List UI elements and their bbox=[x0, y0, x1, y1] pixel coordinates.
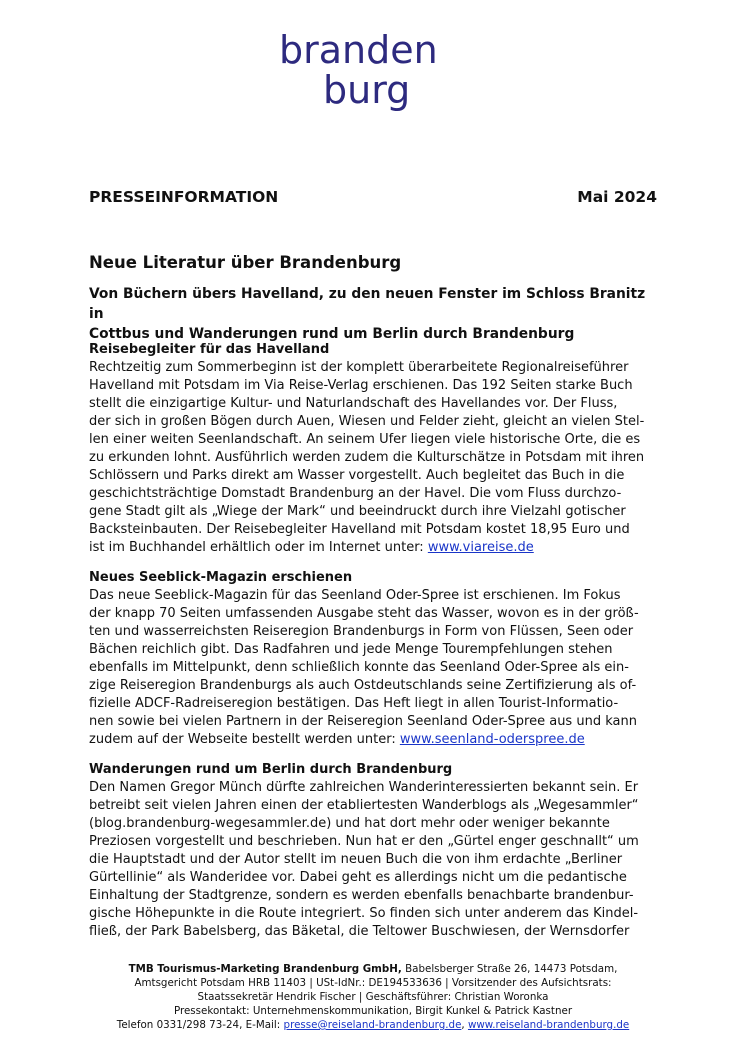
body-line: gische Höhepunkte in die Route integriert. So finden sich unter anderem das Kindel- bbox=[89, 906, 639, 921]
section-title: Neues Seeblick-Magazin erschienen bbox=[89, 570, 353, 585]
section-body bbox=[89, 359, 659, 557]
body-line: Den Namen Gregor Münch dürfte zahlreichen Wanderinteressierten bekannt sein. Er bbox=[89, 780, 639, 795]
body-line: Rechtzeitig zum Sommerbeginn ist der komplett überarbeitete Regionalreiseführer bbox=[89, 360, 629, 375]
section-title: Reisebegleiter für das Havelland bbox=[89, 342, 330, 357]
section-body bbox=[89, 779, 659, 941]
body-line: fließ, der Park Babelsberg, das Bäketal, die Teltower Buschwiesen, der Wernsdorfer bbox=[89, 924, 630, 939]
section-body bbox=[89, 587, 659, 749]
body-line: der knapp 70 Seiten umfassenden Ausgabe steht das Wasser, wovon es in der größ- bbox=[89, 606, 639, 621]
body-line: ten und wasserreichsten Reiseregion Brandenburgs in Form von Flüssen, Seen oder bbox=[89, 624, 634, 639]
body-line: (blog.brandenburg-wegesammler.de) und hat dort mehr oder weniger bekannte bbox=[89, 816, 610, 831]
body-line-text: ist im Buchhandel erhältlich oder im Internet unter: bbox=[89, 540, 428, 555]
body-line: Gürtellinie“ als Wanderidee vor. Dabei geht es allerdings nicht um die pedantische bbox=[89, 870, 627, 885]
body-line: ebenfalls im Mittelpunkt, denn schließlich konnte das Seenland Oder-Spree als ein- bbox=[89, 660, 629, 675]
body-line: die Hauptstadt und der Autor stellt im neuen Buch die von ihm erdachte „Berliner bbox=[89, 852, 623, 867]
page-subtitle bbox=[89, 284, 659, 344]
body-line: Schlössern und Parks direkt am Wasser vorgestellt. Auch begleitet das Buch in die bbox=[89, 468, 625, 483]
body-line-last bbox=[89, 539, 659, 557]
body-line: Preziosen vorgestellt und beschrieben. Nun hat er den „Gürtel enger geschnallt“ um bbox=[89, 834, 639, 849]
body-line: fizielle ADCF-Radreiseregion bestätigen. Das Heft liegt in allen Tourist-Informatio- bbox=[89, 696, 619, 711]
footer-address: Babelsberger Straße 26, 14473 Potsdam, bbox=[401, 963, 618, 975]
logo-line-2: burg bbox=[323, 68, 411, 112]
section-wanderungen bbox=[89, 761, 659, 941]
brandenburg-logo bbox=[279, 28, 469, 116]
subtitle-line: Cottbus und Wanderungen rund um Berlin durch Brandenburg bbox=[89, 326, 575, 342]
footer-company: TMB Tourismus-Marketing Brandenburg GmbH, bbox=[128, 963, 402, 975]
document-date: Mai 2024 bbox=[577, 188, 657, 206]
subtitle-line: Von Büchern übers Havelland, zu den neuen Fenster im Schloss Branitz in bbox=[89, 286, 646, 322]
press-email-link[interactable]: presse@reiseland-brandenburg.de bbox=[283, 1019, 462, 1031]
body-line: Einhaltung der Stadtgrenze, sondern es werden ebenfalls benachbarte brandenbur- bbox=[89, 888, 634, 903]
body-line-text: zudem auf der Webseite bestellt werden unter: bbox=[89, 732, 400, 747]
body-line: gene Stadt gilt als „Wiege der Mark“ und beeindruckt durch ihre Vielzahl gotischer bbox=[89, 504, 626, 519]
footer-separator: , bbox=[461, 1019, 468, 1031]
website-link[interactable]: www.reiseland-brandenburg.de bbox=[467, 1019, 630, 1031]
body-line-last bbox=[89, 731, 659, 749]
viareise-link[interactable]: www.viareise.de bbox=[427, 540, 534, 555]
body-line: len einer weiten Seenlandschaft. An seinem Ufer liegen viele historische Orte, die es bbox=[89, 432, 641, 447]
footer-line: Staatssekretär Hendrik Fischer | Geschäftsführer: Christian Woronka bbox=[197, 991, 549, 1003]
body-line: der sich in großen Bögen durch Auen, Wiesen und Felder zieht, gleicht an vielen Stel- bbox=[89, 414, 645, 429]
footer-line: Amtsgericht Potsdam HRB 11403 | USt-IdNr.: DE194533636 | Vorsitzender des Aufsichtsrats: bbox=[134, 977, 612, 989]
footer-line: Pressekontakt: Unternehmenskommunikation, Birgit Kunkel & Patrick Kastner bbox=[173, 1005, 573, 1017]
body-line: betreibt seit vielen Jahren einen der etabliertesten Wanderblogs als „Wegesammler“ bbox=[89, 798, 639, 813]
section-havelland bbox=[89, 341, 659, 557]
footer-line bbox=[60, 1018, 686, 1032]
section-title: Wanderungen rund um Berlin durch Brandenburg bbox=[89, 762, 453, 777]
body-line: zige Reiseregion Brandenburgs als auch Ostdeutschlands seine Zertifizierung als of- bbox=[89, 678, 637, 693]
body-line: geschichtsträchtige Domstadt Brandenburg an der Havel. Die vom Fluss durchzo- bbox=[89, 486, 622, 501]
body-line: Das neue Seeblick-Magazin für das Seenland Oder-Spree ist erschienen. Im Fokus bbox=[89, 588, 621, 603]
press-info-label: PRESSEINFORMATION bbox=[89, 188, 279, 206]
body-line: Havelland mit Potsdam im Via Reise-Verlag erschienen. Das 192 Seiten starke Buch bbox=[89, 378, 633, 393]
body-line: Bächen reichlich gibt. Das Radfahren und jede Menge Tourempfehlungen stehen bbox=[89, 642, 613, 657]
logo-line-1: branden bbox=[279, 28, 438, 72]
footer-line bbox=[60, 962, 686, 976]
body-line: zu erkunden lohnt. Ausführlich werden zudem die Kulturschätze in Potsdam mit ihren bbox=[89, 450, 645, 465]
section-seeblick bbox=[89, 569, 659, 749]
body-line: Backsteinbauten. Der Reisebegleiter Havelland mit Potsdam kostet 18,95 Euro und bbox=[89, 522, 630, 537]
footer-contact-text: Telefon 0331/298 73-24, E-Mail: bbox=[116, 1019, 284, 1031]
document-header bbox=[89, 186, 657, 208]
page-footer bbox=[60, 962, 686, 1032]
seenland-link[interactable]: www.seenland-oderspree.de bbox=[399, 732, 585, 747]
page-title: Neue Literatur über Brandenburg bbox=[89, 253, 402, 272]
body-line: stellt die einzigartige Kultur- und Naturlandschaft des Havellandes vor. Der Fluss, bbox=[89, 396, 618, 411]
body-line: nen sowie bei vielen Partnern in der Reiseregion Seenland Oder-Spree aus und kann bbox=[89, 714, 637, 729]
